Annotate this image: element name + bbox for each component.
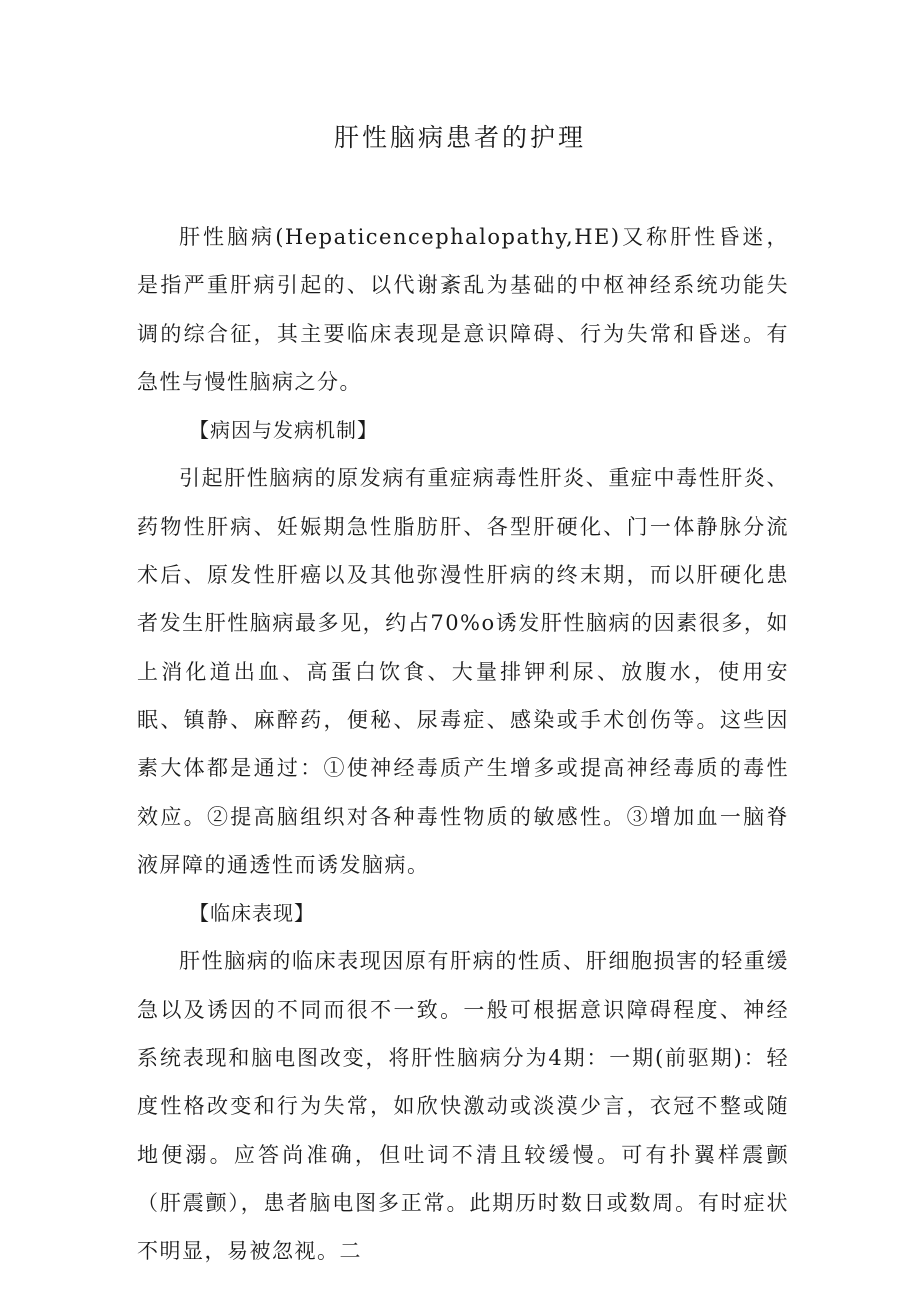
etiology-paragraph: 引起肝性脑病的原发病有重症病毒性肝炎、重症中毒性肝炎、药物性肝病、妊娠期急性脂肪肝、各型肝硬化、门一体静脉分流术后、原发性肝癌以及其他弥漫性肝病的终末期，而以肝硬化患者发生肝性脑病最多见，约占70%o诱发肝性脑病的因素很多，如上消化道出血、高蛋白饮食、大量排钾利尿、放腹水，使用安眠、镇静、麻醉药，便秘、尿毒症、感染或手术创伤等。这些因素大体都是通过：①使神经毒质产生增多或提高神经毒质的毒性效应。②提高脑组织对各种毒性物质的敏感性。③增加血一脑脊液屏障的通透性而诱发脑病。 (137, 466, 789, 877)
section-heading-clinical: 【临床表现】 (189, 901, 315, 926)
section-heading-etiology: 【病因与发病机制】 (189, 418, 378, 443)
section-etiology (137, 406, 789, 889)
clinical-paragraph: 肝性脑病的临床表现因原有肝病的性质、肝细胞损害的轻重缓急以及诱因的不同而很不一致。一般可根据意识障碍程度、神经系统表现和脑电图改变，将肝性脑病分为4期：一期(前驱期)：轻度性格改变和行为失常，如欣快激动或淡漠少言，衣冠不整或随地便溺。应答尚准确，但吐词不清且较缓慢。可有扑翼样震颤（肝震颤），患者脑电图多正常。此期历时数日或数周。有时症状不明显，易被忽视。二 (137, 949, 789, 1264)
section-clinical (137, 889, 789, 1275)
document-title: 肝性脑病患者的护理 (333, 123, 586, 152)
intro-paragraph: 肝性脑病(Hepaticencephalopathy,HE)又称肝性昏迷，是指严重肝病引起的、以代谢紊乱为基础的中枢神经系统功能失调的综合征，其主要临床表现是意识障碍、行为失常和昏迷。有急性与慢性脑病之分。 (137, 225, 789, 394)
document-body (137, 213, 789, 1276)
